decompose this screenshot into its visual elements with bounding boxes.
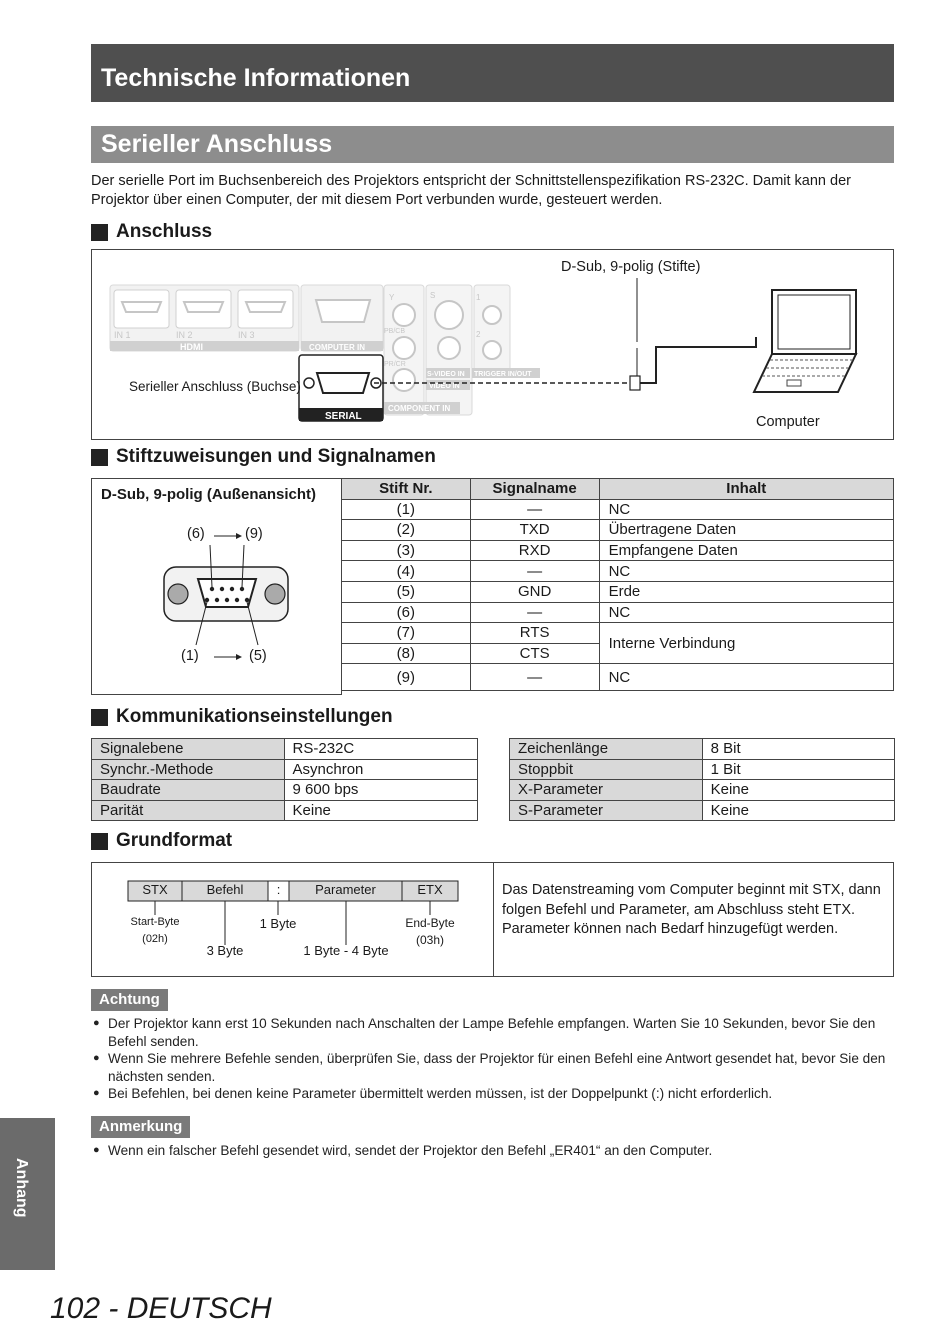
pin-number: (6) xyxy=(342,602,471,623)
side-tab xyxy=(0,1118,55,1270)
section-title: Serieller Anschluss xyxy=(101,130,333,158)
start-byte-hex: (02h) xyxy=(142,933,168,945)
param-bytes-label: 1 Byte - 4 Byte xyxy=(303,943,389,958)
three-byte-label: 3 Byte xyxy=(206,943,244,958)
signal-content: NC xyxy=(599,499,893,520)
description-line: Das Datenstreaming vom Computer beginnt mit STX, dann folgen Befehl und Parameter, am Abschluss steht ETX. xyxy=(502,882,881,918)
square-bullet-icon xyxy=(91,449,108,466)
setting-value: Keine xyxy=(284,800,477,821)
signal-name: CTS xyxy=(470,643,599,664)
setting-name: S-Parameter xyxy=(510,800,703,821)
signal-name: — xyxy=(470,602,599,623)
pin-number: (8) xyxy=(342,643,471,664)
end-byte-hex: (03h) xyxy=(415,933,444,947)
square-bullet-icon xyxy=(91,224,108,241)
setting-value: Keine xyxy=(702,800,894,821)
table-row xyxy=(342,540,894,561)
table-row xyxy=(342,664,894,691)
signal-content: NC xyxy=(599,602,893,623)
etx-cell: ETX xyxy=(417,882,443,897)
table-row xyxy=(342,520,894,541)
setting-name: X-Parameter xyxy=(510,780,703,801)
grundformat-description xyxy=(502,881,887,940)
table-header-row xyxy=(342,479,894,500)
page-footer: 102 - DEUTSCH xyxy=(50,1292,272,1325)
pin-5-label: (5) xyxy=(249,648,267,664)
description-line: Parameter können nach Bedarf hinzugefügt werden. xyxy=(502,921,839,937)
signal-name: TXD xyxy=(470,520,599,541)
svideo-in-label: S-VIDEO IN xyxy=(427,371,465,378)
table-row xyxy=(342,623,894,644)
befehl-cell: Befehl xyxy=(206,882,244,897)
hdmi-in1-label: IN 1 xyxy=(114,330,131,340)
dsub-stifte-label: D-Sub, 9-polig (Stifte) xyxy=(561,259,701,275)
setting-name: Baudrate xyxy=(92,780,285,801)
page-header xyxy=(91,44,894,102)
achtung-tag: Achtung xyxy=(91,989,168,1011)
divider xyxy=(493,863,494,976)
connector-title: D-Sub, 9-polig (Außenansicht) xyxy=(101,486,316,503)
connection-illustration xyxy=(92,250,893,439)
signal-name: RTS xyxy=(470,623,599,644)
anmerkung-tag: Anmerkung xyxy=(91,1116,190,1138)
setting-value: RS-232C xyxy=(284,739,477,760)
computer-in-label: COMPUTER IN xyxy=(309,343,365,352)
page-header-title: Technische Informationen xyxy=(101,64,411,92)
achtung-list xyxy=(93,1015,898,1103)
intro-text: Der serielle Port im Buchsenbereich des Projektors entspricht der Schnittstellenspezifikation RS-232C. Damit kann der Projektor über einen Computer, der mit diesem Port verbunden wurde, gesteuert werden. xyxy=(91,173,851,208)
signal-name: — xyxy=(470,561,599,582)
table-row xyxy=(92,739,478,760)
comm-table-left xyxy=(91,738,478,821)
table-row xyxy=(510,800,895,821)
trigger-label: TRIGGER IN/OUT xyxy=(474,371,532,378)
pin-9-label: (9) xyxy=(245,526,263,542)
setting-value: 9 600 bps xyxy=(284,780,477,801)
pin-number: (3) xyxy=(342,540,471,561)
pin-number: (2) xyxy=(342,520,471,541)
list-item: ● Bei Befehlen, bei denen keine Parameter übermittelt werden müssen, ist der Doppelpunkt (:) nicht erforderlich. xyxy=(93,1085,898,1103)
stx-cell: STX xyxy=(142,882,168,897)
signal-content: Übertragene Daten xyxy=(599,520,893,541)
signal-name: — xyxy=(470,499,599,520)
one-byte-label: 1 Byte xyxy=(259,916,297,931)
setting-name: Zeichenlänge xyxy=(510,739,703,760)
pin-6-label: (6) xyxy=(187,526,205,542)
pin-number: (4) xyxy=(342,561,471,582)
connector-pinout-diagram xyxy=(91,478,342,695)
trigger-2-label: 2 xyxy=(476,330,481,339)
list-item: ● Der Projektor kann erst 10 Sekunden nach Anschalten der Lampe Befehle empfangen. Warten Sie 10 Sekunden, bevor Sie den Befehl senden. xyxy=(93,1015,898,1050)
signal-name: — xyxy=(470,664,599,691)
table-row xyxy=(92,800,478,821)
pin-number: (1) xyxy=(342,499,471,520)
signal-name: GND xyxy=(470,581,599,602)
signal-content: Erde xyxy=(599,581,893,602)
pin-number: (5) xyxy=(342,581,471,602)
signal-content: Interne Verbindung xyxy=(599,623,893,664)
end-byte-label: End-Byte xyxy=(405,916,455,930)
comm-table-right xyxy=(509,738,895,821)
anmerkung-list xyxy=(93,1142,898,1160)
s-label: S xyxy=(430,291,436,300)
pin-1-label: (1) xyxy=(181,648,199,664)
list-item: ● Wenn Sie mehrere Befehle senden, überprüfen Sie, dass der Projektor für einen Befehl eine Antwort gesendet hat, bevor Sie den nächsten senden. xyxy=(93,1050,898,1085)
pin-table xyxy=(341,478,894,691)
setting-name: Synchr.-Methode xyxy=(92,759,285,780)
hdmi-in3-label: IN 3 xyxy=(238,330,255,340)
setting-value: Keine xyxy=(702,780,894,801)
setting-name: Parität xyxy=(92,800,285,821)
pin-number: (7) xyxy=(342,623,471,644)
side-tab-label: Anhang xyxy=(13,1158,30,1218)
table-row xyxy=(342,499,894,520)
computer-label: Computer xyxy=(756,414,820,430)
subheading-kommunikation: Kommunikationseinstellungen xyxy=(91,706,393,728)
square-bullet-icon xyxy=(91,833,108,850)
table-row xyxy=(92,759,478,780)
y-label: Y xyxy=(389,293,395,302)
table-row xyxy=(510,780,895,801)
setting-value: 8 Bit xyxy=(702,739,894,760)
colon-cell: : xyxy=(276,882,281,897)
serial-port-label: SERIAL xyxy=(325,411,362,422)
column-header: Stift Nr. xyxy=(342,479,471,500)
start-byte-label: Start-Byte xyxy=(130,916,180,928)
component-in-label: COMPONENT IN xyxy=(388,404,451,413)
setting-name: Signalebene xyxy=(92,739,285,760)
serial-buchse-label: Serieller Anschluss (Buchse) xyxy=(129,379,301,394)
hdmi-in2-label: IN 2 xyxy=(176,330,193,340)
setting-value: 1 Bit xyxy=(702,759,894,780)
list-item: ● Wenn ein falscher Befehl gesendet wird, sendet der Projektor den Befehl „ER401“ an den Computer. xyxy=(93,1142,898,1160)
subheading-stiftzuweisungen: Stiftzuweisungen und Signalnamen xyxy=(91,446,436,468)
table-row xyxy=(342,561,894,582)
pin-number: (9) xyxy=(342,664,471,691)
video-in-label: VIDEO IN xyxy=(429,383,460,390)
signal-name: RXD xyxy=(470,540,599,561)
signal-content: NC xyxy=(599,561,893,582)
square-bullet-icon xyxy=(91,709,108,726)
table-row xyxy=(342,581,894,602)
column-header: Inhalt xyxy=(599,479,893,500)
setting-value: Asynchron xyxy=(284,759,477,780)
column-header: Signalname xyxy=(470,479,599,500)
setting-name: Stoppbit xyxy=(510,759,703,780)
connection-diagram xyxy=(91,249,894,440)
table-row xyxy=(92,780,478,801)
hdmi-logo: HDMI xyxy=(180,342,203,352)
subheading-grundformat: Grundformat xyxy=(91,830,232,852)
signal-content: Empfangene Daten xyxy=(599,540,893,561)
parameter-cell: Parameter xyxy=(315,882,376,897)
pr-cr-label: PR/CR xyxy=(384,361,406,368)
signal-content: NC xyxy=(599,664,893,691)
section-header xyxy=(91,126,894,163)
table-row xyxy=(342,602,894,623)
subheading-anschluss: Anschluss xyxy=(91,221,212,243)
grundformat-box xyxy=(91,862,894,977)
pb-cb-label: PB/CB xyxy=(384,328,406,335)
trigger-1-label: 1 xyxy=(476,293,481,302)
table-row xyxy=(510,759,895,780)
table-row xyxy=(510,739,895,760)
dsub-connector-illustration xyxy=(92,479,341,694)
